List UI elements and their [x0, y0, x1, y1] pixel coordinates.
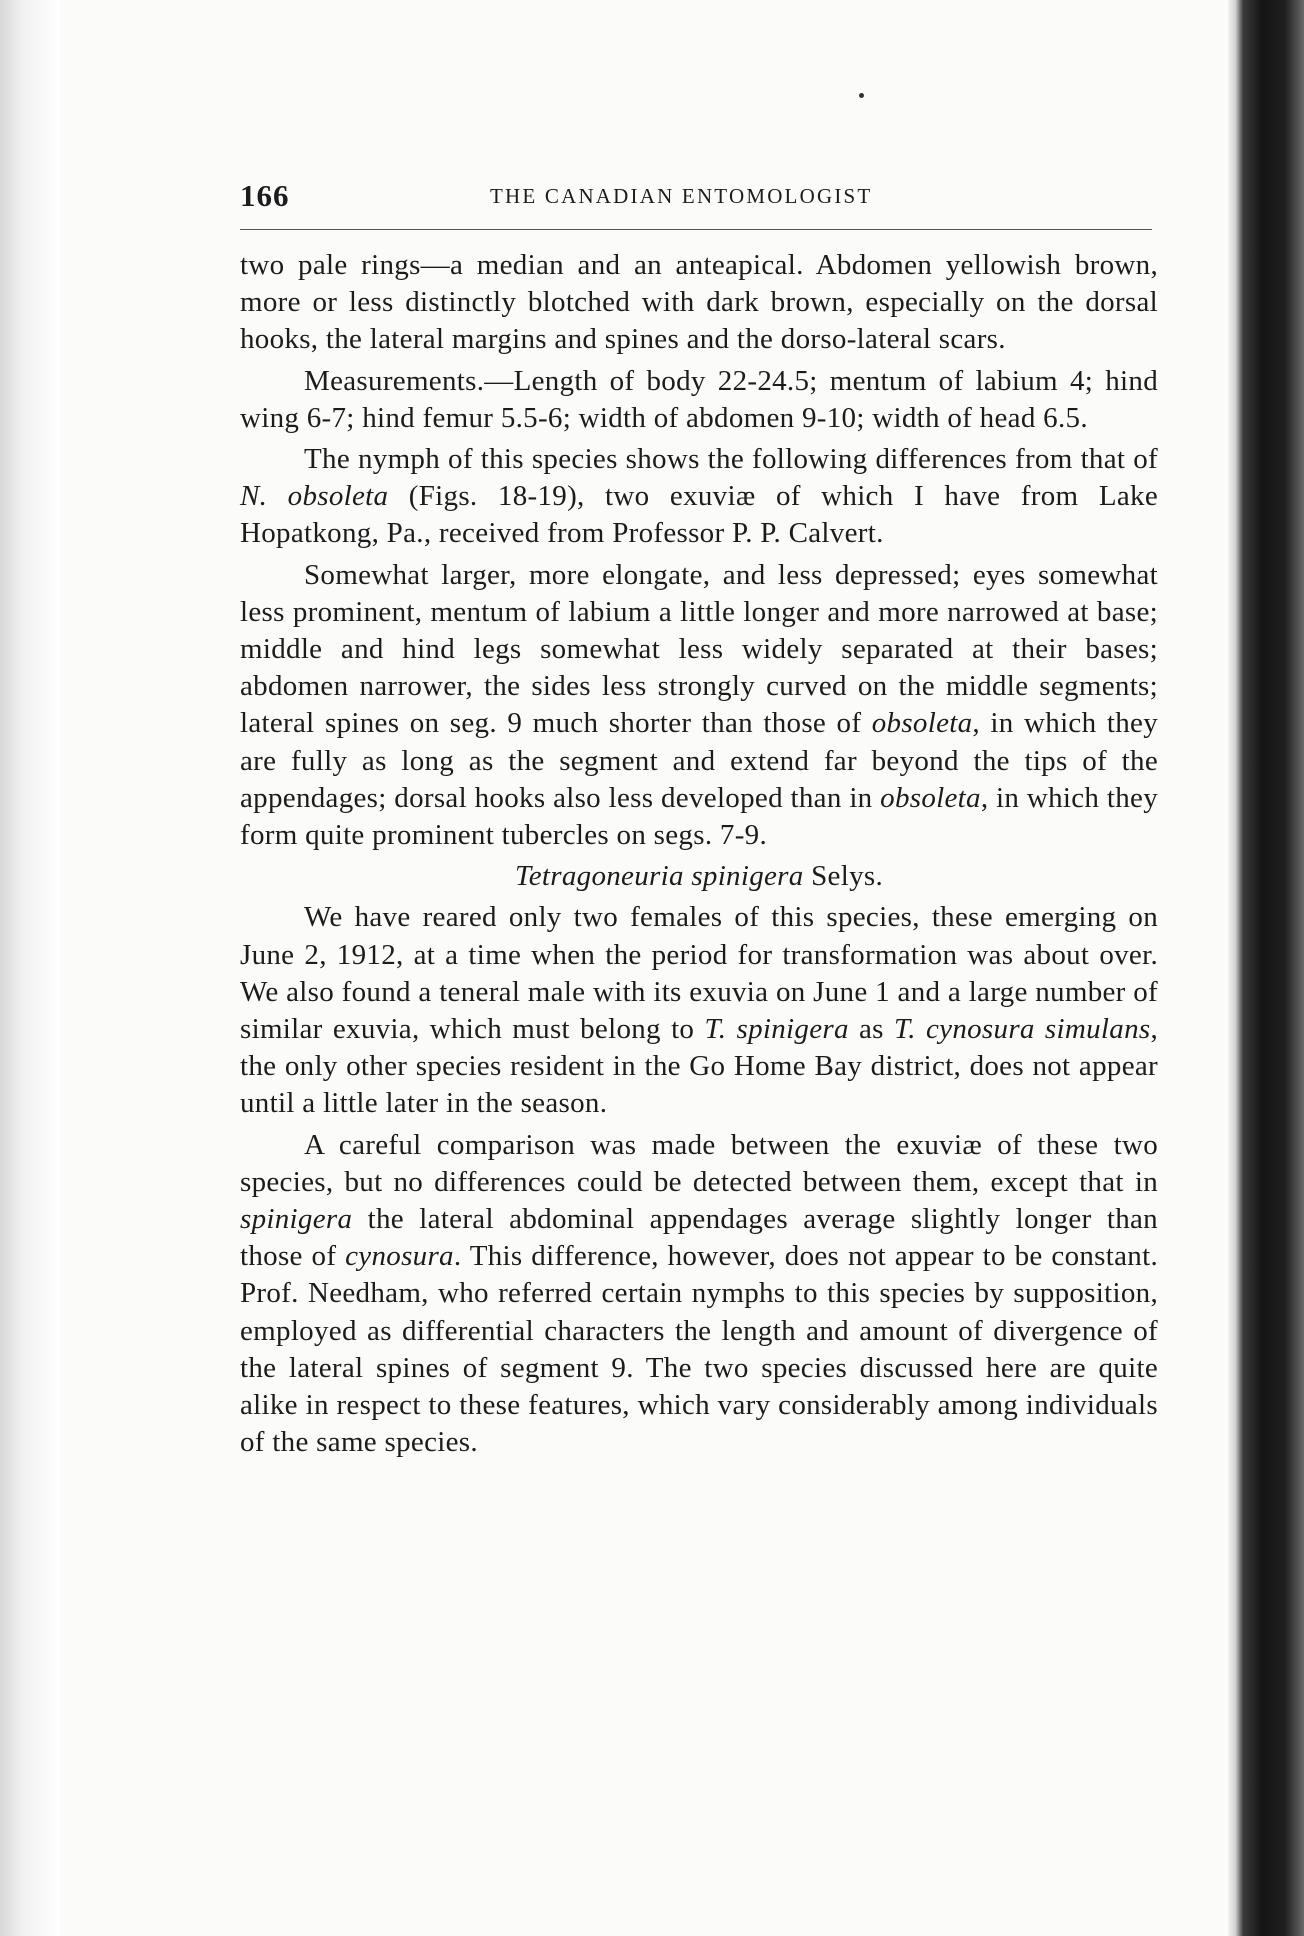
page-left-margin-shadow: [0, 0, 60, 1936]
text-run: The nymph of this species shows the following differences from that of: [304, 443, 1158, 476]
paragraph: [240, 899, 1158, 1122]
paragraph: [240, 1127, 1158, 1462]
text-run: . This difference, however, does not appear to be constant. Prof. Needham, who referred certain nymphs to this species by supposition, employed as differential characters the length and amount of divergence of the lateral spines of segment 9. The two species discussed here are quite alike in respect to these features, which vary considerably among individuals of the same species.: [240, 1240, 1158, 1459]
italic-text: Tetragoneuria spinigera: [514, 860, 804, 893]
text-run: two pale rings—a median and an anteapical. Abdomen yellowish brown, more or less distinctly blotched with dark brown, especially on the dorsal hooks, the lateral margins and spines and the dorso-lateral scars.: [240, 249, 1158, 356]
body-text: [240, 247, 1158, 1462]
text-run: , the only other species resident in the Go Home Bay district, does not appear until a little later in the season.: [240, 1013, 1159, 1120]
paragraph: [240, 247, 1158, 359]
header-rule: [240, 229, 1152, 230]
italic-text: cynosura: [345, 1240, 454, 1273]
text-run: (Figs. 18-19), two exuviæ of which I have from Lake Hopatkong, Pa., received from Professor P. P. Calvert.: [240, 480, 1158, 550]
italic-text: T. cynosura simulans: [893, 1013, 1151, 1046]
text-run: Measurements.—Length of body 22-24.5; mentum of labium 4; hind wing 6-7; hind femur 5.5-6; width of abdomen 9-10; width of head 6.5.: [240, 364, 1158, 434]
running-title: THE CANADIAN ENTOMOLOGIST: [490, 184, 873, 208]
italic-text: obsoleta: [871, 707, 973, 740]
book-spine-edge: [1228, 0, 1304, 1936]
text-run: We have reared only two females of this species, these emerging on June 2, 1912, at a time when the period for transformation was about over. We also found a teneral male with its exuvia on June 1 and a large number of similar exuvia, which must belong to: [240, 901, 1158, 1046]
species-heading: [240, 858, 1158, 895]
text-run: Somewhat larger, more elongate, and less depressed; eyes somewhat less prominent, mentum of labium a little longer and more narrowed at base; middle and hind legs somewhat less widely separated at their bases; abdomen narrower, the sides less strongly curved on the middle segments; lateral spines on seg. 9 much shorter than those of: [240, 558, 1158, 740]
text-run: , in which they are fully as long as the segment and extend far beyond the tips of the appendages; dorsal hooks also less developed than in: [240, 707, 1158, 814]
text-run: , in which they form quite prominent tubercles on segs. 7-9.: [240, 781, 1158, 852]
paragraph: [240, 441, 1158, 553]
page-header: [240, 178, 1150, 230]
text-run: the lateral abdominal appendages average slightly longer than those of: [240, 1203, 1158, 1273]
paragraph: [240, 557, 1158, 855]
text-run: A careful comparison was made between the exuviæ of these two species, but no differences could be detected between them, except that in: [240, 1128, 1158, 1198]
text-run: as: [848, 1013, 894, 1046]
paragraph: [240, 363, 1158, 437]
italic-text: spinigera: [240, 1203, 353, 1236]
page-number: 166: [240, 178, 290, 213]
italic-text: N. obsoleta: [240, 480, 389, 513]
italic-text: obsoleta: [880, 781, 981, 814]
ink-speck: [859, 93, 864, 98]
italic-text: T. spinigera: [704, 1013, 849, 1046]
text-run: Selys.: [803, 860, 884, 893]
